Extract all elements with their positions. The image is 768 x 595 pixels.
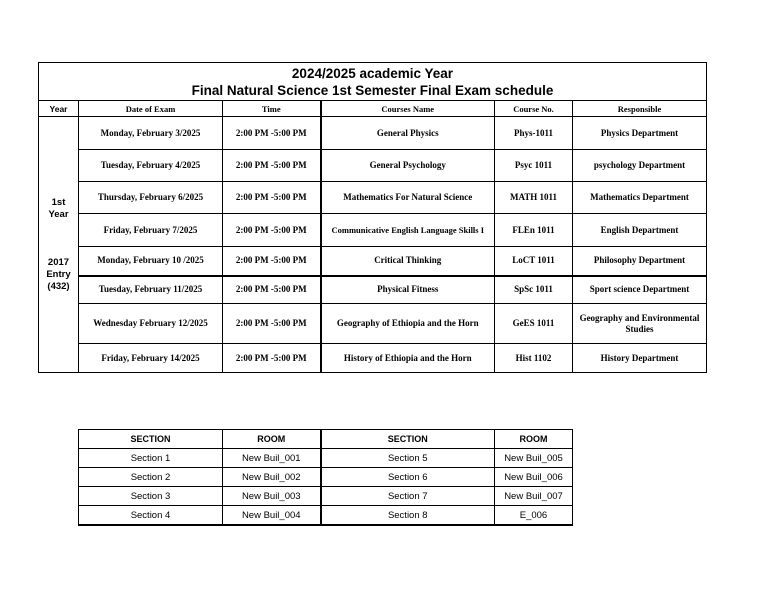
room-name: New Buil_007 xyxy=(495,487,573,506)
exam-date: Thursday, February 6/2025 xyxy=(79,182,223,214)
responsible-dept: History Department xyxy=(573,344,707,373)
section-name: Section 6 xyxy=(321,468,495,487)
exam-date: Wednesday February 12/2025 xyxy=(79,304,223,344)
header-year: Year xyxy=(39,101,79,117)
room-name: New Buil_002 xyxy=(223,468,321,487)
table-row xyxy=(39,182,707,214)
course-code: Phys-1011 xyxy=(495,117,573,150)
table-row xyxy=(39,344,707,373)
header-course-no: Course No. xyxy=(495,101,573,117)
table-row xyxy=(39,150,707,182)
header-course: Courses Name xyxy=(321,101,495,117)
section-name: Section 1 xyxy=(79,449,223,468)
course-code: Psyc 1011 xyxy=(495,150,573,182)
course-name: Critical Thinking xyxy=(321,247,495,276)
year-label-2: Year xyxy=(48,208,69,220)
exam-schedule-table xyxy=(38,62,707,373)
schedule-title xyxy=(39,63,707,101)
header-section: SECTION xyxy=(79,430,223,449)
header-date: Date of Exam xyxy=(79,101,223,117)
course-code: MATH 1011 xyxy=(495,182,573,214)
section-name: Section 2 xyxy=(79,468,223,487)
exam-date: Monday, February 10 /2025 xyxy=(79,247,223,276)
header-responsible: Responsible xyxy=(573,101,707,117)
room-name: New Buil_003 xyxy=(223,487,321,506)
exam-time: 2:00 PM -5:00 PM xyxy=(223,117,321,150)
table-row xyxy=(39,304,707,344)
exam-date: Tuesday, February 11/2025 xyxy=(79,276,223,304)
section-name: Section 3 xyxy=(79,487,223,506)
header-time: Time xyxy=(223,101,321,117)
course-name: General Psychology xyxy=(321,150,495,182)
entry-label: 2017 xyxy=(47,256,70,268)
room-name: New Buil_006 xyxy=(495,468,573,487)
entry-count: (432) xyxy=(47,280,70,292)
course-code: GeES 1011 xyxy=(495,304,573,344)
room-name: New Buil_001 xyxy=(223,449,321,468)
table-row xyxy=(39,247,707,276)
title-line-2: Final Natural Science 1st Semester Final Exam schedule xyxy=(191,82,554,98)
room-name: E_006 xyxy=(495,506,573,526)
header-row xyxy=(39,101,707,117)
responsible-dept: Mathematics Department xyxy=(573,182,707,214)
responsible-dept: Sport science Department xyxy=(573,276,707,304)
room-name: New Buil_005 xyxy=(495,449,573,468)
exam-time: 2:00 PM -5:00 PM xyxy=(223,247,321,276)
exam-date: Friday, February 7/2025 xyxy=(79,214,223,247)
exam-date: Tuesday, February 4/2025 xyxy=(79,150,223,182)
exam-time: 2:00 PM -5:00 PM xyxy=(223,150,321,182)
table-row xyxy=(79,449,573,468)
exam-time: 2:00 PM -5:00 PM xyxy=(223,344,321,373)
entry-label-2: Entry xyxy=(46,268,71,280)
section-name: Section 5 xyxy=(321,449,495,468)
course-code: LoCT 1011 xyxy=(495,247,573,276)
course-name: Geography of Ethiopia and the Horn xyxy=(321,304,495,344)
course-name: History of Ethiopia and the Horn xyxy=(321,344,495,373)
table-row xyxy=(39,214,707,247)
table-row xyxy=(39,276,707,304)
responsible-dept: psychology Department xyxy=(573,150,707,182)
table-row xyxy=(39,117,707,150)
table-row xyxy=(79,487,573,506)
table-row xyxy=(79,506,573,526)
section-name: Section 7 xyxy=(321,487,495,506)
exam-time: 2:00 PM -5:00 PM xyxy=(223,214,321,247)
course-name: General Physics xyxy=(321,117,495,150)
responsible-dept: Physics Department xyxy=(573,117,707,150)
exam-time: 2:00 PM -5:00 PM xyxy=(223,182,321,214)
header-section: SECTION xyxy=(321,430,495,449)
section-name: Section 8 xyxy=(321,506,495,526)
exam-time: 2:00 PM -5:00 PM xyxy=(223,276,321,304)
title-line-1: 2024/2025 academic Year xyxy=(291,65,454,81)
course-code: SpSc 1011 xyxy=(495,276,573,304)
course-code: Hist 1102 xyxy=(495,344,573,373)
header-room: ROOM xyxy=(223,430,321,449)
responsible-dept: English Department xyxy=(573,214,707,247)
exam-time: 2:00 PM -5:00 PM xyxy=(223,304,321,344)
section-room-table xyxy=(78,429,573,526)
responsible-dept: Philosophy Department xyxy=(573,247,707,276)
course-name: Communicative English Language Skills I xyxy=(321,214,495,247)
course-name: Mathematics For Natural Science xyxy=(321,182,495,214)
year-entry-cell xyxy=(39,117,79,373)
header-room: ROOM xyxy=(495,430,573,449)
room-name: New Buil_004 xyxy=(223,506,321,526)
section-name: Section 4 xyxy=(79,506,223,526)
table-row xyxy=(79,468,573,487)
exam-date: Friday, February 14/2025 xyxy=(79,344,223,373)
course-name: Physical Fitness xyxy=(321,276,495,304)
year-label: 1st xyxy=(51,196,66,208)
course-code: FLEn 1011 xyxy=(495,214,573,247)
responsible-dept: Geography and Environmental Studies xyxy=(573,304,707,344)
exam-date: Monday, February 3/2025 xyxy=(79,117,223,150)
room-header-row xyxy=(79,430,573,449)
